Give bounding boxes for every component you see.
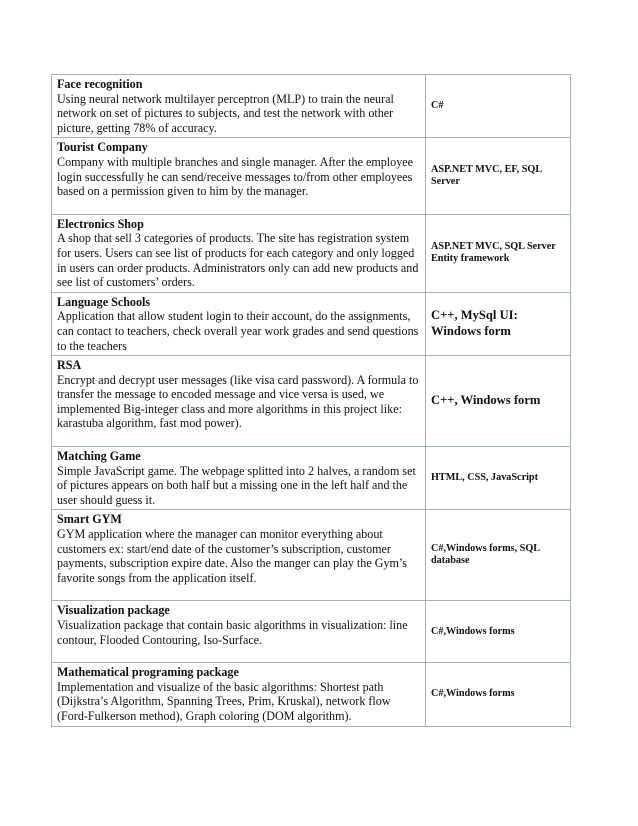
project-description-cell [52,214,426,292]
project-tech: C++, Windows form [426,356,571,447]
project-tech: C#,Windows forms [426,601,571,663]
project-title: Matching Game [57,449,141,464]
project-title: Language Schools [57,294,151,309]
project-description-cell [52,356,426,447]
project-description: GYM application where the manager can monitor everything about customers ex: start/end date of the customer’s subscription, customer payments, subscription expire date. Also the manger can play the Gym’s favorite songs from the application itself. [57,527,407,585]
project-description-cell [52,292,426,355]
table-row [52,75,571,138]
project-description: Using neural network multilayer perceptron (MLP) to train the neural network on set of pictures to subjects, and test the network with other picture, getting 78% of accuracy. [57,91,394,135]
project-tech: HTML, CSS, JavaScript [426,447,571,510]
spacer [57,431,421,444]
project-description: Simple JavaScript game. The webpage splitted into 2 halves, a random set of pictures appears on both half but a missing one in the left half and the user should guess it. [57,463,416,507]
project-description-cell [52,601,426,663]
spacer [57,199,421,212]
project-description: Company with multiple branches and single manager. After the employee login successfully he can send/receive messages to/from other employees based on a permission given to him by the manager. [57,154,413,199]
project-tech: C# [426,75,571,138]
project-description: Implementation and visualize of the basic algorithms: Shortest path (Dijkstra’s Algorithm, Spanning Trees, Prim, Kruskal), network flow (Ford-Fulkerson method), Graph coloring (DOM algorithm). [57,679,391,723]
project-tech: ASP.NET MVC, EF, SQL Server [426,138,571,214]
project-description: Encrypt and decrypt user messages (like visa card password). A formula to transfer the message to encoded message and vice versa is used, we implemented Big-integer class and more algorithms in this project like: karastuba algorithm, fast mod power). [57,372,419,431]
project-description: A shop that sell 3 categories of products. The site has registration system for users. Users can see list of products for each category and only logged in users can order products. Administrators only can add new products and see list of customers’ orders. [57,231,419,290]
table-row [52,292,571,355]
project-description-cell [52,75,426,138]
project-description: Application that allow student login to their account, do the assignments, can contact to teachers, check overall year work grades and send questions to the teachers [57,309,419,353]
table-row [52,510,571,601]
project-title: Face recognition [57,77,143,91]
table-row [52,138,571,214]
project-title: Visualization package [57,603,170,618]
project-title: Mathematical programing package [57,665,239,680]
project-title: Tourist Company [57,140,148,155]
project-tech: ASP.NET MVC, SQL Server Entity framework [426,214,571,292]
table-row [52,601,571,663]
spacer [57,585,421,598]
project-description: Visualization package that contain basic algorithms in visualization: line contour, Flooded Contouring, Iso-Surface. [57,618,408,647]
table-row [52,356,571,447]
project-tech: C#,Windows forms, SQL database [426,510,571,601]
table-row [52,663,571,726]
projects-table [51,74,571,727]
project-tech: C#,Windows forms [426,663,571,726]
table-row [52,214,571,292]
project-title: RSA [57,358,82,373]
project-title: Smart GYM [57,512,122,527]
spacer [57,647,421,660]
table-row [52,447,571,510]
project-tech: C++, MySql UI: Windows form [426,292,571,355]
project-description-cell [52,447,426,510]
project-description-cell [52,138,426,214]
project-description-cell [52,510,426,601]
project-title: Electronics Shop [57,216,144,231]
project-description-cell [52,663,426,726]
